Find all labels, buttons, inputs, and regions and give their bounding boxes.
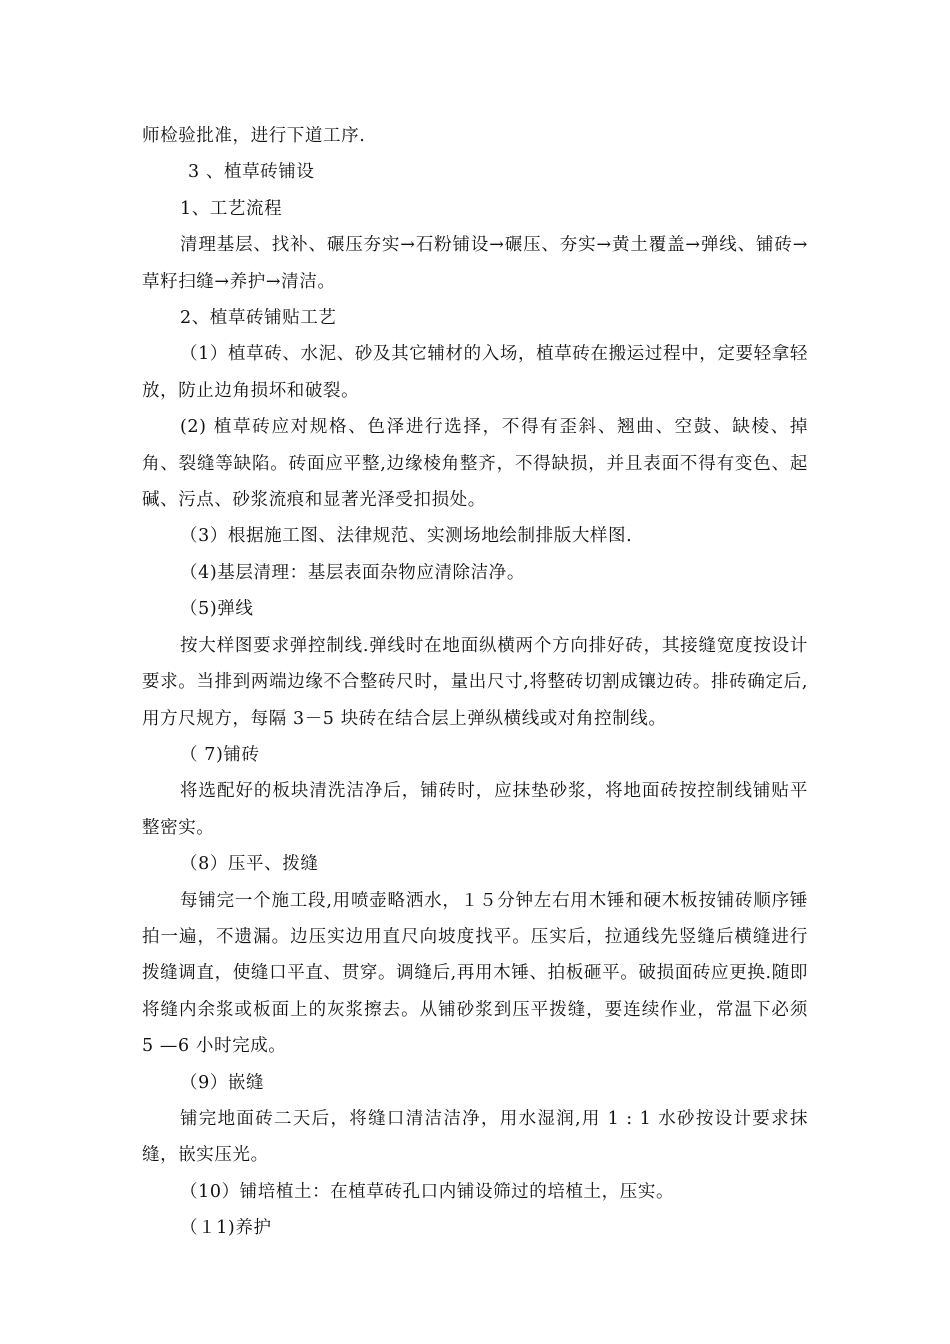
paragraph-item-1: （1）植草砖、水泥、砂及其它辅材的入场，植草砖在搬运过程中，定要轻拿轻放，防止边角损坏和破裂。: [142, 344, 808, 401]
paragraph-item-5-heading: （5)弹线: [180, 599, 254, 620]
paragraph-item-8-body: 每铺完一个施工段,用喷壶略洒水，１５分钟左右用木锤和硬木板按铺砖顺序锤拍一遍，不遗漏。边压实边用直尺向坡度找平。压实后，拉通线先竖缝后横缝进行拨缝调直，使缝口平直、贯穿。调缝后,再用木锤、拍板砸平。破损面砖应更换.随即将缝内余浆或板面上的灰浆擦去。从铺砂浆到压平拨缝，要连续作业，常温下必须 5 —6 小时完成。: [142, 890, 808, 1057]
paragraph-item-10: （10）铺培植土：在植草砖孔口内铺设筛过的培植土，压实。: [180, 1181, 675, 1202]
section-heading-3: 3 、植草砖铺设: [188, 162, 315, 183]
paragraph-item-9-body: 铺完地面砖二天后，将缝口清洁洁净，用水湿润,用 1 : 1 水砂按设计要求抹缝，嵌实压光。: [142, 1108, 808, 1166]
document-body: [142, 118, 808, 1247]
paragraph-item-7-heading: （ 7)铺砖: [180, 744, 260, 765]
paragraph-process-flow: 清理基层、找补、碾压夯实→石粉铺设→碾压、夯实→黄土覆盖→弹线、铺砖→草籽扫缝→养护→清洁。: [142, 235, 808, 292]
paragraph-item-8-heading: （8）压平、拨缝: [180, 854, 319, 875]
paragraph-item-3: （3）根据施工图、法律规范、实测场地绘制排版大样图.: [180, 526, 633, 547]
paragraph-item-7-body: 将选配好的板块清洗洁净后，铺砖时，应抹垫砂浆，将地面砖按控制线铺贴平整密实。: [142, 781, 808, 838]
paragraph-continuation: 师检验批准，进行下道工序.: [142, 126, 366, 146]
paragraph-item-5-body: 按大样图要求弹控制线.弹线时在地面纵横两个方向排好砖，其接缝宽度按设计要求。当排到两端边缘不合整砖尺时，量出尺寸,将整砖切割成镶边砖。排砖确定后,用方尺规方，每隔 3－5 块砖在结合层上弹纵横线或对角控制线。: [142, 635, 808, 729]
paragraph-item-9-heading: （9）嵌缝: [180, 1072, 265, 1093]
paragraph-item-4: （4)基层清理：基层表面杂物应清除洁净。: [180, 562, 525, 583]
subheading-laying-technique: 2、植草砖铺贴工艺: [180, 308, 337, 329]
paragraph-item-2: (2) 植草砖应对规格、色泽进行选择，不得有歪斜、翘曲、空鼓、缺棱、掉角、裂缝等缺陷。砖面应平整,边缘棱角整齐，不得缺损，并且表面不得有变色、起碱、污点、砂浆流痕和显著光泽受扣损处。: [142, 417, 808, 511]
subheading-process-flow: 1、工艺流程: [180, 198, 283, 219]
paragraph-item-11-heading: （１1)养护: [180, 1218, 272, 1239]
